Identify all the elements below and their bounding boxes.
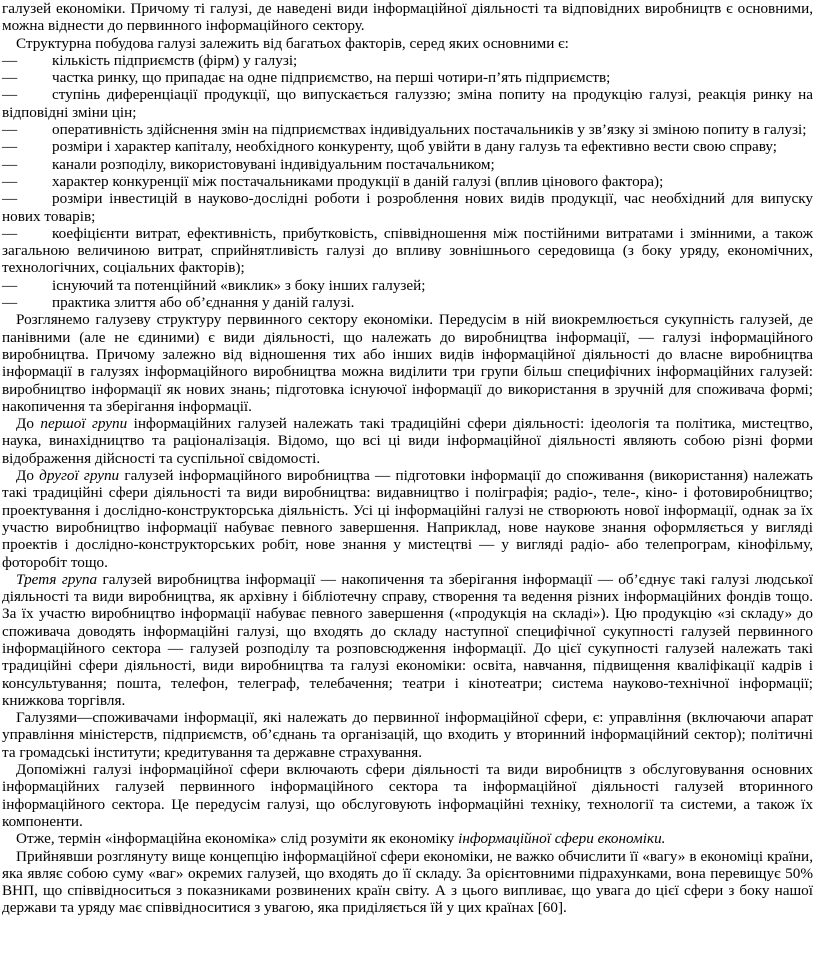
dash-bullet: — [2, 172, 18, 190]
dash-bullet: — [2, 69, 18, 87]
list-item-text: частка ринку, що припадає на одне підприємство, на перші чотири-п’ять підприємств; [52, 69, 611, 87]
paragraph-text: Отже, термін «інформаційна економіка» слід розуміти як економіку [16, 830, 459, 848]
dash-bullet: — [2, 276, 18, 294]
list-item [2, 190, 813, 225]
consumers-paragraph: Галузями—споживачами інформації, які належать до первинної інформаційної сфери, є: управління (включаючи апарат управління міністерств, підприємств, об’єднань та організацій, що входить у вторинний інформаційний сектор); політичні та громадські інститути; кредитування та державне страхування. [2, 709, 813, 761]
dash-bullet: — [2, 86, 18, 104]
list-item [2, 52, 813, 69]
intro-paragraph: галузей економіки. Причому ті галузі, де наведені види інформаційної діяльності та відповідних виробництв є основними, можна віднести до первинного інформаційного сектору. [2, 0, 813, 35]
second-group-paragraph [2, 467, 813, 571]
emphasis-text: другої групи [39, 467, 120, 485]
list-item-text: ступінь диференціації продукції, що випускається галуззю; зміна попиту на продукцію галузі, реакція ринку на відповідні зміни цін; [2, 86, 813, 121]
factors-list [2, 52, 813, 311]
emphasis-text: Третя група [16, 570, 98, 588]
list-item-text: розміри і характер капіталу, необхідного конкуренту, щоб увійти в дану галузь та ефективно вести свою справу; [52, 138, 777, 156]
third-group-paragraph [2, 571, 813, 709]
term-paragraph [2, 830, 813, 847]
paragraph-text: галузей інформаційного виробництва — підготовки інформації до споживання (використання) належать такі традиційні сфери діяльності та види виробництва: видавництво і поліграфія; радіо-, теле-, кіно- і фотовиробництво; проектування і дослідно-конструкторська діяльність. Усі ці інформаційні галузі не створюють нової інформації, однак за їх участю виробництво інформації набуває певного завершення. Наприклад, нове наукове знання оформляється у вигляді проектів і дослідно-конструкторських робіт, нове знання у мистецтві — у вигляді радіо- або телепрограм, кінофільму, фоторобіт тощо. [2, 467, 813, 571]
emphasis-text: інформаційної сфери економіки. [458, 830, 666, 848]
dash-bullet: — [2, 138, 18, 156]
first-group-paragraph [2, 415, 813, 467]
list-item-text: оперативність здійснення змін на підприємствах індивідуальних постачальників у зв’язку зі зміною попиту в галузі; [52, 121, 807, 139]
list-item-text: розміри інвестицій в науково-дослідні роботи і розроблення нових видів продукції, час необхідний для випуску нових товарів; [2, 190, 813, 225]
paragraph-text: До [16, 467, 40, 485]
dash-bullet: — [2, 155, 18, 173]
list-item [2, 225, 813, 277]
paragraph-text: галузей виробництва інформації — накопичення та зберігання інформації — об’єднує такі галузі людської діяльності та види виробництва, як архівну і бібліотечну справу, створення та ведення різних інформаційних фондів тощо. За їх участю виробництво інформації набуває певного завершення («продукція на складі»). Цю продукцію «зі складу» до споживача доводять інформаційні галузі, що входять до складу наступної специфічної сукупності галузей первинного інформаційного сектора — галузей розподілу та розповсюдження інформації. До цієї сукупності галузей належать такі традиційні сфери діяльності, види виробництва та галузі економіки: освіта, навчання, підвищення кваліфікації кадрів і консультування; пошта, телефон, телеграф, телебачення; театри і кінотеатри; система науково-технічної інформації; книжкова торгівля. [2, 570, 813, 709]
list-item [2, 138, 813, 155]
dash-bullet: — [2, 224, 18, 242]
paragraph-text: До [16, 415, 41, 433]
dash-bullet: — [2, 190, 18, 208]
emphasis-text: першої групи [40, 415, 128, 433]
list-item [2, 277, 813, 294]
list-item-text: практика злиття або об’єднання у даній галузі. [52, 294, 355, 312]
list-item [2, 173, 813, 190]
list-item [2, 86, 813, 121]
dash-bullet: — [2, 51, 18, 69]
list-item [2, 121, 813, 138]
consider-paragraph: Розглянемо галузеву структуру первинного сектору економіки. Передусім в ній виокремлюється сукупність галузей, де панівними (але не єдиними) є види діяльності, що належать до виробництва інформації, — галузі інформаційного виробництва. Причому залежно від відношення тих або інших видів інформаційної діяльності до власне виробництва інформації в галузях інформаційного виробництва можна виділити три групи більш специфічних інформаційних галузей: виробництво інформації як нових знань; підготовка існуючої інформації до використання в зручній для споживача формі; накопичення та зберігання інформації. [2, 311, 813, 415]
auxiliary-paragraph: Допоміжні галузі інформаційної сфери включають сфери діяльності та види виробництв з обслуговування основних інформаційних галузей первинного інформаційного сектора та інформаційної діяльності галузей вторинного інформаційного сектора. Це передусім галузі, що обслуговують інформаційні техніку, технології та системи, а також їх компоненти. [2, 761, 813, 830]
list-item-text: коефіцієнти витрат, ефективність, прибутковість, співвідношення між постійними витратами і змінними, а також загальною величиною витрат, сприйнятливість галузі до впливу зовнішнього середовища (з боку уряду, економічних, технологічних, соціальних факторів); [2, 224, 813, 277]
list-item-text: кількість підприємств (фірм) у галузі; [52, 51, 298, 69]
list-item [2, 69, 813, 86]
final-paragraph: Прийнявши розглянуту вище концепцію інформаційної сфери економіки, не важко обчислити її «вагу» в економіці країни, яка являє собою суму «ваг» окремих галузей, що входять до її складу. За орієнтовними підрахунками, вона перевищує 50% ВНП, що співвідноситься з показниками розвинених країн світу. А з цього випливає, що увага до цієї сфери з боку нашої держави та уряду має співвідноситися з увагою, яка приділяється їй у цих країнах [60]. [2, 847, 813, 917]
list-item [2, 294, 813, 311]
dash-bullet: — [2, 121, 18, 139]
list-item-text: характер конкуренції між постачальниками продукції в даній галузі (вплив цінового фактора); [52, 172, 664, 190]
list-item [2, 156, 813, 173]
list-item-text: існуючий та потенційний «виклик» з боку інших галузей; [52, 276, 426, 294]
list-item-text: канали розподілу, використовувані індивідуальним постачальником; [52, 155, 495, 173]
structure-lead-paragraph: Структурна побудова галузі залежить від багатьох факторів, серед яких основними є: [16, 34, 569, 52]
paragraph-text: інформаційних галузей належать такі традиційні сфери діяльності: ідеологія та політика, мистецтво, наука, винахідництво та раціоналізація. Відомо, що всі ці види інформаційної діяльності являють собою різні форми відображення дійсності та суспільної свідомості. [2, 415, 813, 467]
dash-bullet: — [2, 294, 18, 312]
